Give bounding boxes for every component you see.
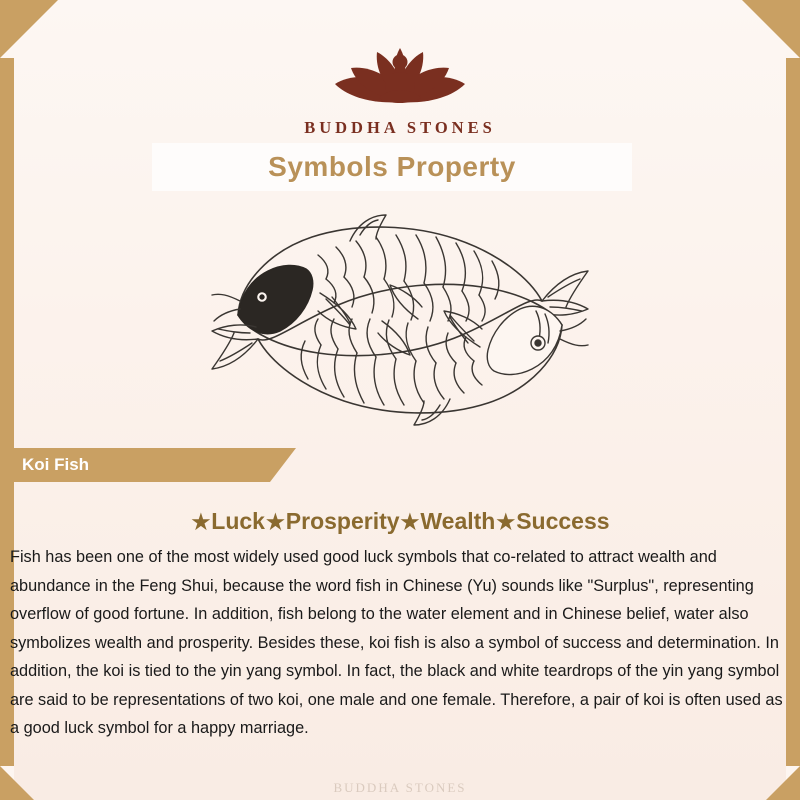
- ribbon-tail-decoration: [270, 448, 296, 482]
- title-banner: [152, 143, 632, 191]
- keyword-prosperity: Prosperity: [285, 508, 400, 534]
- lotus-meditation-figure-icon: [305, 24, 495, 116]
- star-icon: ★: [265, 511, 285, 534]
- brand-logo-block: [0, 24, 800, 138]
- keyword-wealth: Wealth: [420, 508, 496, 534]
- watermark-text: BUDDHA STONES: [333, 780, 467, 795]
- star-icon: ★: [496, 511, 516, 534]
- keywords-row: [0, 508, 800, 535]
- star-icon: ★: [400, 511, 420, 534]
- star-icon: ★: [191, 511, 211, 534]
- section-label-ribbon: [0, 448, 270, 482]
- description-paragraph: Fish has been one of the most widely used good luck symbols that co-related to attract wealth and abundance in the Feng Shui, because the word fish in Chinese (Yu) sounds like "Surplus", representing overflow of good fortune. In addition, fish belong to the water element and in Chinese belief, water also symbolizes wealth and prosperity. Besides these, koi fish is also a symbol of success and determination. In addition, the koi is tied to the yin yang symbol. In fact, the black and white teardrops of the yin yang symbol are said to be representations of two koi, one male and one female. Therefore, a pair of koi is often used as a good luck symbol for a happy marriage.: [10, 548, 783, 737]
- page-title: Symbols Property: [268, 151, 516, 182]
- keyword-luck: Luck: [211, 508, 265, 534]
- section-label: Koi Fish: [22, 455, 90, 474]
- two-koi-fish-yin-yang-illustration: [200, 197, 600, 445]
- koi-illustration: [0, 196, 800, 446]
- description-text: [10, 543, 790, 743]
- brand-name: BUDDHA STONES: [304, 118, 496, 137]
- keyword-success: Success: [516, 508, 610, 534]
